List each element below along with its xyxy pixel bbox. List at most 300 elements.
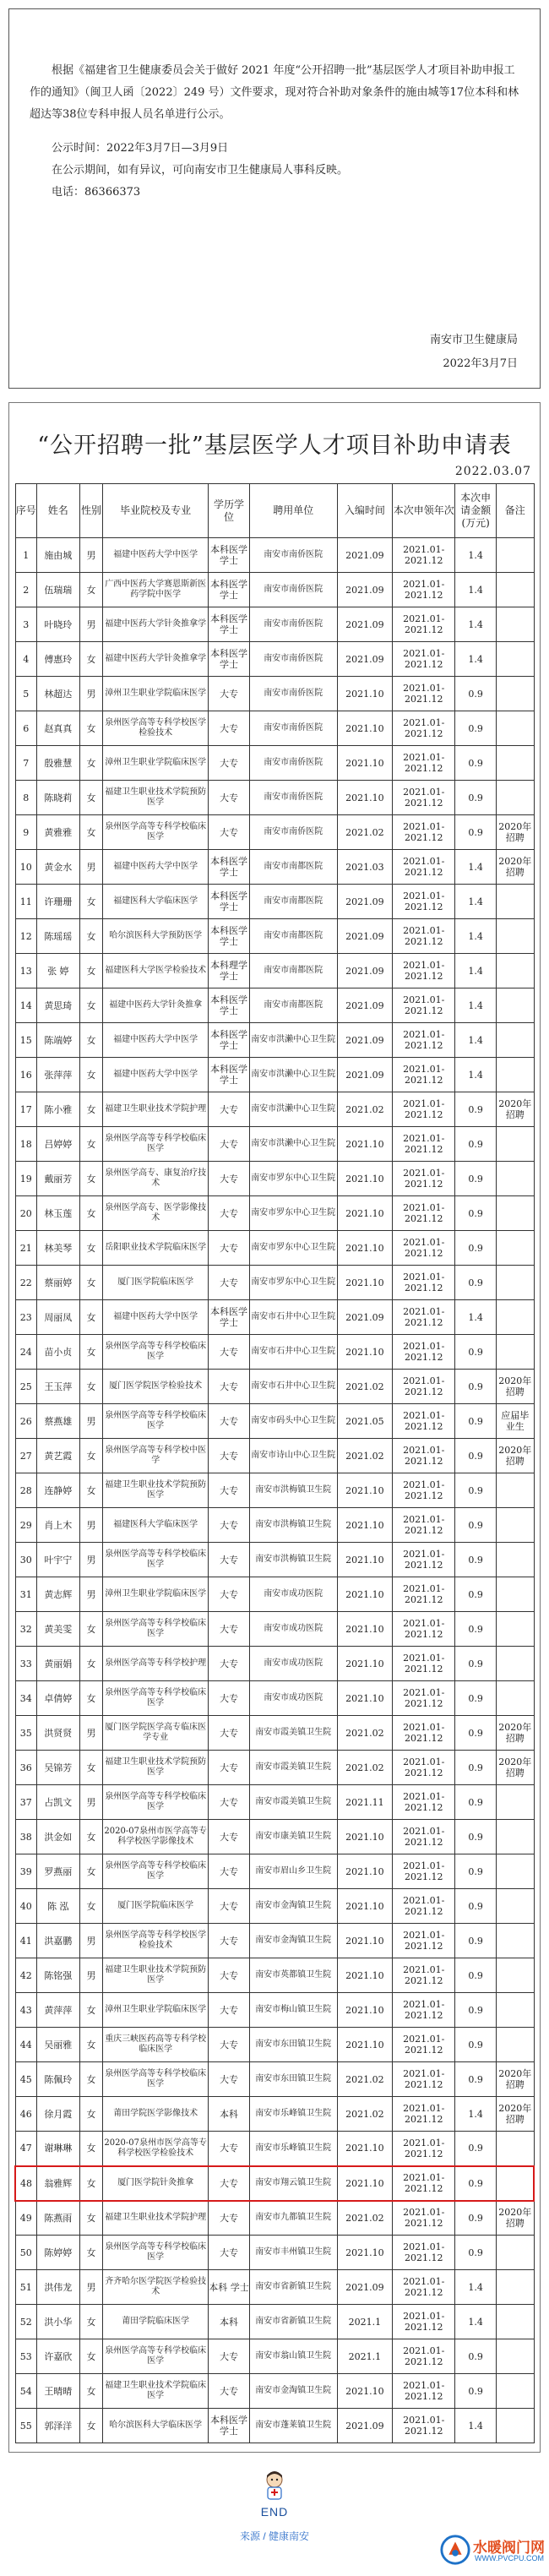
cell-period: 2021.01-2021.12 bbox=[393, 1092, 455, 1127]
cell-school-major: 厦门医学院医学检验技术 bbox=[103, 1370, 209, 1404]
cell-index: 22 bbox=[15, 1266, 36, 1300]
cell-name: 赵真真 bbox=[36, 711, 79, 746]
cell-hire-date: 2021.10 bbox=[337, 1231, 393, 1266]
watermark-title: 水暖阀门网 bbox=[473, 2540, 545, 2556]
cell-degree: 大专 bbox=[209, 1543, 250, 1577]
cell-period: 2021.01-2021.12 bbox=[393, 1439, 455, 1473]
cell-amount: 0.9 bbox=[455, 1508, 497, 1543]
cell-degree: 大专 bbox=[209, 1473, 250, 1508]
watermark-url: WWW.PVCPU.COM bbox=[475, 2554, 544, 2562]
cell-gender: 女 bbox=[79, 1335, 103, 1370]
cell-school-major: 泉州医学高等专科学校中医学 bbox=[103, 1439, 209, 1473]
cell-degree: 大专 bbox=[209, 2236, 250, 2270]
cell-amount: 0.9 bbox=[455, 2166, 497, 2201]
cell-amount: 0.9 bbox=[455, 677, 497, 711]
cell-amount: 1.4 bbox=[455, 538, 497, 573]
document-title: “公开招聘一批”基层医学人才项目补助申请表 bbox=[37, 433, 512, 459]
cell-school-major: 泉州医学高等专科学校临床医学 bbox=[103, 1612, 209, 1647]
notice-phone: 电话：86366373 bbox=[52, 186, 141, 199]
cell-hire-date: 2021.10 bbox=[337, 1924, 393, 1958]
cell-degree: 大专 bbox=[209, 2201, 250, 2236]
cell-index: 27 bbox=[15, 1439, 36, 1473]
cell-remark bbox=[496, 781, 534, 815]
cell-period: 2021.01-2021.12 bbox=[393, 1058, 455, 1092]
cell-index: 7 bbox=[15, 746, 36, 781]
cell-hire-date: 2021.10 bbox=[337, 1508, 393, 1543]
cell-employer: 南安市翔云镇卫生院 bbox=[249, 2166, 337, 2201]
table-row bbox=[15, 2201, 534, 2236]
cell-employer: 南安市罗东中心卫生院 bbox=[249, 1162, 337, 1196]
cell-degree: 大专 bbox=[209, 1508, 250, 1543]
cell-school-major: 福建中医药大学针灸推拿 bbox=[103, 988, 209, 1023]
cell-hire-date: 2021.09 bbox=[337, 1023, 393, 1058]
cell-period: 2021.01-2021.12 bbox=[393, 1716, 455, 1751]
cell-name: 伍瑞瑞 bbox=[36, 573, 79, 607]
cell-index: 40 bbox=[15, 1889, 36, 1924]
table-row bbox=[15, 607, 534, 642]
cell-name: 戴丽芳 bbox=[36, 1162, 79, 1196]
cell-employer: 南安市霞美镇卫生院 bbox=[249, 1785, 337, 1820]
cell-amount: 0.9 bbox=[455, 2236, 497, 2270]
cell-hire-date: 2021.10 bbox=[337, 1127, 393, 1162]
cell-hire-date: 2021.09 bbox=[337, 538, 393, 573]
cell-period: 2021.01-2021.12 bbox=[393, 1820, 455, 1854]
cell-name: 张 婷 bbox=[36, 954, 79, 988]
cell-remark bbox=[496, 2132, 534, 2166]
cell-index: 41 bbox=[15, 1924, 36, 1958]
cell-amount: 0.9 bbox=[455, 711, 497, 746]
cell-school-major: 泉州医学高等专科学校临床医学 bbox=[103, 1127, 209, 1162]
cell-amount: 0.9 bbox=[455, 1370, 497, 1404]
cell-school-major: 泉州医学高等专科学校临床医学 bbox=[103, 1543, 209, 1577]
cell-index: 16 bbox=[15, 1058, 36, 1092]
cell-period: 2021.01-2021.12 bbox=[393, 2132, 455, 2166]
cell-hire-date: 2021.09 bbox=[337, 1058, 393, 1092]
cell-name: 陈晓莉 bbox=[36, 781, 79, 815]
cell-remark bbox=[496, 1993, 534, 2028]
table-row bbox=[15, 1612, 534, 1647]
cell-remark bbox=[496, 1889, 534, 1924]
cell-school-major: 福建医科大学医学检验技术 bbox=[103, 954, 209, 988]
cell-degree: 大专 bbox=[209, 1439, 250, 1473]
cell-index: 46 bbox=[15, 2097, 36, 2132]
cell-name: 黄志辉 bbox=[36, 1577, 79, 1612]
cell-employer: 南安市成功医院 bbox=[249, 1577, 337, 1612]
cell-hire-date: 2021.09 bbox=[337, 642, 393, 677]
cell-amount: 0.9 bbox=[455, 1924, 497, 1958]
cell-school-major: 泉州医学高专、医学影像技术 bbox=[103, 1196, 209, 1231]
cell-employer: 南安市南侨医院 bbox=[249, 538, 337, 573]
cell-remark bbox=[496, 1023, 534, 1058]
table-row bbox=[15, 815, 534, 850]
cell-amount: 0.9 bbox=[455, 1785, 497, 1820]
table-row bbox=[15, 781, 534, 815]
cell-period: 2021.01-2021.12 bbox=[393, 2028, 455, 2062]
cell-hire-date: 2021.10 bbox=[337, 2374, 393, 2409]
cell-employer: 南安市南都医院 bbox=[249, 988, 337, 1023]
cell-employer: 南安市梅山镇卫生院 bbox=[249, 1993, 337, 2028]
cell-hire-date: 2021.09 bbox=[337, 988, 393, 1023]
cell-hire-date: 2021.10 bbox=[337, 1958, 393, 1993]
cell-gender: 女 bbox=[79, 2409, 103, 2443]
cell-hire-date: 2021.10 bbox=[337, 677, 393, 711]
cell-remark bbox=[496, 1820, 534, 1854]
cell-degree: 本科医学学士 bbox=[209, 573, 250, 607]
cell-degree: 大专 bbox=[209, 711, 250, 746]
table-row bbox=[15, 573, 534, 607]
cell-school-major: 岳阳职业技术学院临床医学 bbox=[103, 1231, 209, 1266]
cell-gender: 女 bbox=[79, 2097, 103, 2132]
cell-remark bbox=[496, 1266, 534, 1300]
table-row bbox=[15, 1647, 534, 1681]
cell-degree: 大专 bbox=[209, 1370, 250, 1404]
cell-index: 28 bbox=[15, 1473, 36, 1508]
cell-hire-date: 2021.10 bbox=[337, 1473, 393, 1508]
cell-school-major: 泉州医学高等专科学校临床医学 bbox=[103, 815, 209, 850]
cell-index: 14 bbox=[15, 988, 36, 1023]
table-row bbox=[15, 2236, 534, 2270]
cell-name: 洪伟龙 bbox=[36, 2270, 79, 2305]
cell-period: 2021.01-2021.12 bbox=[393, 677, 455, 711]
application-document bbox=[8, 402, 541, 2453]
table-row bbox=[15, 1820, 534, 1854]
cell-school-major: 漳州卫生职业学院临床医学 bbox=[103, 1577, 209, 1612]
cell-employer: 南安市省新镇卫生院 bbox=[249, 2305, 337, 2339]
cell-school-major: 泉州医学高等专科学校护理 bbox=[103, 1647, 209, 1681]
cell-employer: 南安市金淘镇卫生院 bbox=[249, 1924, 337, 1958]
cell-name: 苗小贞 bbox=[36, 1335, 79, 1370]
cell-name: 陈端婷 bbox=[36, 1023, 79, 1058]
cell-employer: 南安市南侨医院 bbox=[249, 642, 337, 677]
cell-gender: 女 bbox=[79, 1300, 103, 1335]
cell-period: 2021.01-2021.12 bbox=[393, 850, 455, 885]
cell-employer: 南安市英都镇卫生院 bbox=[249, 1958, 337, 1993]
cell-name: 黄艺霞 bbox=[36, 1439, 79, 1473]
cell-employer: 南安市眉山乡卫生院 bbox=[249, 1854, 337, 1889]
cell-school-major: 莆田学院临床医学 bbox=[103, 2305, 209, 2339]
cell-degree: 大专 bbox=[209, 1958, 250, 1993]
cell-amount: 0.9 bbox=[455, 1266, 497, 1300]
cell-remark bbox=[496, 1162, 534, 1196]
cell-gender: 女 bbox=[79, 781, 103, 815]
table-row bbox=[15, 1092, 534, 1127]
cell-name: 洪金如 bbox=[36, 1820, 79, 1854]
cell-name: 许珊珊 bbox=[36, 885, 79, 919]
cell-hire-date: 2021.10 bbox=[337, 1543, 393, 1577]
table-row bbox=[15, 1335, 534, 1370]
cell-amount: 0.9 bbox=[455, 1716, 497, 1751]
cell-index: 34 bbox=[15, 1681, 36, 1716]
cell-school-major: 福建卫生职业技术学院护理 bbox=[103, 1092, 209, 1127]
cell-remark bbox=[496, 573, 534, 607]
cell-gender: 男 bbox=[79, 1958, 103, 1993]
cell-period: 2021.01-2021.12 bbox=[393, 2270, 455, 2305]
cell-school-major: 泉州医学高等专科学校医学检验技术 bbox=[103, 1924, 209, 1958]
cell-degree: 大专 bbox=[209, 2028, 250, 2062]
cell-gender: 女 bbox=[79, 2374, 103, 2409]
cell-gender: 女 bbox=[79, 1854, 103, 1889]
cell-gender: 女 bbox=[79, 1266, 103, 1300]
cell-school-major: 齐齐哈尔医学院医学检验技术 bbox=[103, 2270, 209, 2305]
cell-employer: 南安市洪梅镇卫生院 bbox=[249, 1473, 337, 1508]
cell-degree: 大专 bbox=[209, 781, 250, 815]
cell-employer: 南安市东田镇卫生院 bbox=[249, 2062, 337, 2097]
cell-gender: 女 bbox=[79, 573, 103, 607]
cell-degree: 大专 bbox=[209, 1335, 250, 1370]
table-row bbox=[15, 2409, 534, 2443]
cell-index: 45 bbox=[15, 2062, 36, 2097]
cell-gender: 男 bbox=[79, 1716, 103, 1751]
table-row bbox=[15, 2270, 534, 2305]
cell-name: 许嘉欣 bbox=[36, 2339, 79, 2374]
table-row bbox=[15, 642, 534, 677]
table-row bbox=[15, 919, 534, 954]
cell-hire-date: 2021.02 bbox=[337, 1751, 393, 1785]
cell-gender: 女 bbox=[79, 1370, 103, 1404]
cell-school-major: 泉州医学高等专科学校临床医学 bbox=[103, 1404, 209, 1439]
table-row bbox=[15, 538, 534, 573]
cell-period: 2021.01-2021.12 bbox=[393, 711, 455, 746]
cell-remark bbox=[496, 2305, 534, 2339]
cell-amount: 0.9 bbox=[455, 1162, 497, 1196]
cell-gender: 女 bbox=[79, 746, 103, 781]
cell-name: 黄美雯 bbox=[36, 1612, 79, 1647]
cell-remark: 2020年招聘 bbox=[496, 1439, 534, 1473]
cell-amount: 0.9 bbox=[455, 1577, 497, 1612]
cell-gender: 女 bbox=[79, 1647, 103, 1681]
cell-gender: 女 bbox=[79, 954, 103, 988]
cell-name: 陈燕雨 bbox=[36, 2201, 79, 2236]
cell-name: 黄丽娟 bbox=[36, 1647, 79, 1681]
cell-employer: 南安市南侨医院 bbox=[249, 815, 337, 850]
cell-index: 8 bbox=[15, 781, 36, 815]
cell-hire-date: 2021.09 bbox=[337, 1300, 393, 1335]
cell-degree: 大专 bbox=[209, 2166, 250, 2201]
cell-employer: 南安市乐峰镇卫生院 bbox=[249, 2097, 337, 2132]
cell-gender: 女 bbox=[79, 2201, 103, 2236]
cell-amount: 1.4 bbox=[455, 885, 497, 919]
cell-employer: 南安市南都医院 bbox=[249, 954, 337, 988]
cell-gender: 女 bbox=[79, 1162, 103, 1196]
cell-amount: 0.9 bbox=[455, 1404, 497, 1439]
cell-period: 2021.01-2021.12 bbox=[393, 1196, 455, 1231]
cell-remark: 2020年招聘 bbox=[496, 1092, 534, 1127]
cell-index: 25 bbox=[15, 1370, 36, 1404]
table-row bbox=[15, 1924, 534, 1958]
table-row bbox=[15, 1785, 534, 1820]
cell-index: 24 bbox=[15, 1335, 36, 1370]
cell-amount: 0.9 bbox=[455, 2339, 497, 2374]
table-row bbox=[15, 1577, 534, 1612]
table-row bbox=[15, 1473, 534, 1508]
cell-hire-date: 2021.1 bbox=[337, 2339, 393, 2374]
cell-degree: 大专 bbox=[209, 2374, 250, 2409]
cell-gender: 女 bbox=[79, 1993, 103, 2028]
watermark-logo-icon bbox=[439, 2534, 471, 2566]
cell-gender: 女 bbox=[79, 1473, 103, 1508]
cell-index: 11 bbox=[15, 885, 36, 919]
cell-index: 47 bbox=[15, 2132, 36, 2166]
header-cell: 备注 bbox=[496, 484, 534, 538]
cell-index: 26 bbox=[15, 1404, 36, 1439]
cell-hire-date: 2021.10 bbox=[337, 2132, 393, 2166]
cell-remark bbox=[496, 538, 534, 573]
cell-index: 5 bbox=[15, 677, 36, 711]
header-cell: 序号 bbox=[15, 484, 36, 538]
cell-name: 殷雅慧 bbox=[36, 746, 79, 781]
cell-degree: 大专 bbox=[209, 1716, 250, 1751]
cell-gender: 女 bbox=[79, 1439, 103, 1473]
table-row bbox=[15, 1993, 534, 2028]
cell-degree: 大专 bbox=[209, 1681, 250, 1716]
cell-remark bbox=[496, 2409, 534, 2443]
cell-remark bbox=[496, 1127, 534, 1162]
cell-period: 2021.01-2021.12 bbox=[393, 1889, 455, 1924]
header-cell: 学历学位 bbox=[209, 484, 250, 538]
cell-employer: 南安市霞美镇卫生院 bbox=[249, 1716, 337, 1751]
cell-period: 2021.01-2021.12 bbox=[393, 573, 455, 607]
cell-employer: 南安市霞美镇卫生院 bbox=[249, 1751, 337, 1785]
cell-gender: 女 bbox=[79, 988, 103, 1023]
cell-hire-date: 2021.09 bbox=[337, 607, 393, 642]
cell-period: 2021.01-2021.12 bbox=[393, 2166, 455, 2201]
cell-remark: 应届毕业生 bbox=[496, 1404, 534, 1439]
cell-degree: 大专 bbox=[209, 746, 250, 781]
table-row bbox=[15, 1023, 534, 1058]
cell-name: 张萍萍 bbox=[36, 1058, 79, 1092]
cell-name: 黄金水 bbox=[36, 850, 79, 885]
cell-school-major: 福建中医药大学针灸推拿学 bbox=[103, 607, 209, 642]
cell-index: 44 bbox=[15, 2028, 36, 2062]
cell-employer: 南安市南都医院 bbox=[249, 885, 337, 919]
cell-period: 2021.01-2021.12 bbox=[393, 1577, 455, 1612]
cell-gender: 男 bbox=[79, 538, 103, 573]
cell-remark bbox=[496, 1508, 534, 1543]
cell-hire-date: 2021.10 bbox=[337, 781, 393, 815]
cell-remark bbox=[496, 2374, 534, 2409]
cell-school-major: 厦门医学院针灸推拿 bbox=[103, 2166, 209, 2201]
cell-degree: 本科医学学士 bbox=[209, 988, 250, 1023]
cell-school-major: 泉州医学高等专科学校临床医学 bbox=[103, 2062, 209, 2097]
cell-employer: 南安市蓬莱镇卫生院 bbox=[249, 2409, 337, 2443]
cell-employer: 南安市成功医院 bbox=[249, 1612, 337, 1647]
table-row bbox=[15, 1266, 534, 1300]
cell-hire-date: 2021.02 bbox=[337, 1716, 393, 1751]
cell-employer: 南安市康美镇卫生院 bbox=[249, 1820, 337, 1854]
cell-period: 2021.01-2021.12 bbox=[393, 1751, 455, 1785]
header-cell: 本次申请金额(万元) bbox=[455, 484, 497, 538]
cell-hire-date: 2021.09 bbox=[337, 954, 393, 988]
cell-index: 35 bbox=[15, 1716, 36, 1751]
cell-period: 2021.01-2021.12 bbox=[393, 2097, 455, 2132]
cell-employer: 南安市洪濑中心卫生院 bbox=[249, 1092, 337, 1127]
cell-degree: 大专 bbox=[209, 2062, 250, 2097]
cell-index: 52 bbox=[15, 2305, 36, 2339]
cell-hire-date: 2021.09 bbox=[337, 573, 393, 607]
cell-degree: 大专 bbox=[209, 1162, 250, 1196]
cell-period: 2021.01-2021.12 bbox=[393, 1127, 455, 1162]
cell-school-major: 福建卫生职业技术学院预防医学 bbox=[103, 1473, 209, 1508]
cell-index: 43 bbox=[15, 1993, 36, 2028]
cell-index: 2 bbox=[15, 573, 36, 607]
cell-period: 2021.01-2021.12 bbox=[393, 2339, 455, 2374]
source-line: 来源 / 健康南安 bbox=[239, 2530, 309, 2542]
cell-amount: 1.4 bbox=[455, 850, 497, 885]
cell-amount: 0.9 bbox=[455, 1993, 497, 2028]
cell-school-major: 泉州医学高等专科学校临床医学 bbox=[103, 2339, 209, 2374]
cell-remark bbox=[496, 711, 534, 746]
cell-amount: 0.9 bbox=[455, 2062, 497, 2097]
cell-gender: 男 bbox=[79, 607, 103, 642]
cell-hire-date: 2021.02 bbox=[337, 815, 393, 850]
cell-period: 2021.01-2021.12 bbox=[393, 885, 455, 919]
cell-index: 10 bbox=[15, 850, 36, 885]
cell-period: 2021.01-2021.12 bbox=[393, 815, 455, 850]
cell-gender: 女 bbox=[79, 1889, 103, 1924]
cell-amount: 0.9 bbox=[455, 1958, 497, 1993]
cell-amount: 0.9 bbox=[455, 1127, 497, 1162]
cell-degree: 大专 bbox=[209, 1266, 250, 1300]
cell-hire-date: 2021.10 bbox=[337, 1266, 393, 1300]
cell-employer: 南安市洪梅镇卫生院 bbox=[249, 1508, 337, 1543]
cell-hire-date: 2021.02 bbox=[337, 1092, 393, 1127]
cell-school-major: 福建卫生职业技术学院预防医学 bbox=[103, 1958, 209, 1993]
table-row bbox=[15, 1439, 534, 1473]
table-row bbox=[15, 1162, 534, 1196]
cell-index: 29 bbox=[15, 1508, 36, 1543]
header-cell: 毕业院校及专业 bbox=[103, 484, 209, 538]
cell-remark bbox=[496, 677, 534, 711]
notice-body: 根据《福建省卫生健康委员会关于做好 2021 年度“公开招聘一批”基层医学人才项目补助申报工作的通知》（闽卫人函〔2022〕249 号）文件要求，现对符合补助对象条件的施由城等17位本科和林超达等38位专科申报人员名单进行公示。 bbox=[30, 64, 519, 121]
mascot-icon bbox=[258, 2468, 291, 2502]
cell-amount: 1.4 bbox=[455, 988, 497, 1023]
cell-employer: 南安市洪梅镇卫生院 bbox=[249, 1543, 337, 1577]
cell-amount: 0.9 bbox=[455, 1543, 497, 1577]
cell-degree: 大专 bbox=[209, 1092, 250, 1127]
cell-index: 54 bbox=[15, 2374, 36, 2409]
cell-name: 洪嘉鹏 bbox=[36, 1924, 79, 1958]
cell-remark: 2020年招聘 bbox=[496, 2097, 534, 2132]
table-row bbox=[15, 2374, 534, 2409]
cell-amount: 0.9 bbox=[455, 1854, 497, 1889]
cell-employer: 南安市南都医院 bbox=[249, 919, 337, 954]
cell-school-major: 福建中医药大学针灸推拿学 bbox=[103, 642, 209, 677]
cell-employer: 南安市南侨医院 bbox=[249, 746, 337, 781]
cell-hire-date: 2021.10 bbox=[337, 1162, 393, 1196]
cell-degree: 大专 bbox=[209, 1854, 250, 1889]
cell-period: 2021.01-2021.12 bbox=[393, 1266, 455, 1300]
cell-amount: 0.9 bbox=[455, 1612, 497, 1647]
cell-gender: 女 bbox=[79, 2305, 103, 2339]
cell-amount: 0.9 bbox=[455, 1335, 497, 1370]
cell-period: 2021.01-2021.12 bbox=[393, 1508, 455, 1543]
cell-degree: 大专 bbox=[209, 677, 250, 711]
cell-employer: 南安市丰州镇卫生院 bbox=[249, 2236, 337, 2270]
cell-period: 2021.01-2021.12 bbox=[393, 2236, 455, 2270]
table-row bbox=[15, 1681, 534, 1716]
cell-gender: 女 bbox=[79, 919, 103, 954]
cell-index: 19 bbox=[15, 1162, 36, 1196]
cell-degree: 大专 bbox=[209, 2132, 250, 2166]
cell-school-major: 泉州医学高等专科学校临床医学 bbox=[103, 1335, 209, 1370]
cell-gender: 女 bbox=[79, 2236, 103, 2270]
cell-school-major: 哈尔滨医科大学预防医学 bbox=[103, 919, 209, 954]
cell-name: 叶宇宁 bbox=[36, 1543, 79, 1577]
cell-degree: 本科医学学士 bbox=[209, 919, 250, 954]
cell-hire-date: 2021.10 bbox=[337, 1647, 393, 1681]
cell-employer: 南安市南都医院 bbox=[249, 850, 337, 885]
cell-name: 洪贤贤 bbox=[36, 1716, 79, 1751]
